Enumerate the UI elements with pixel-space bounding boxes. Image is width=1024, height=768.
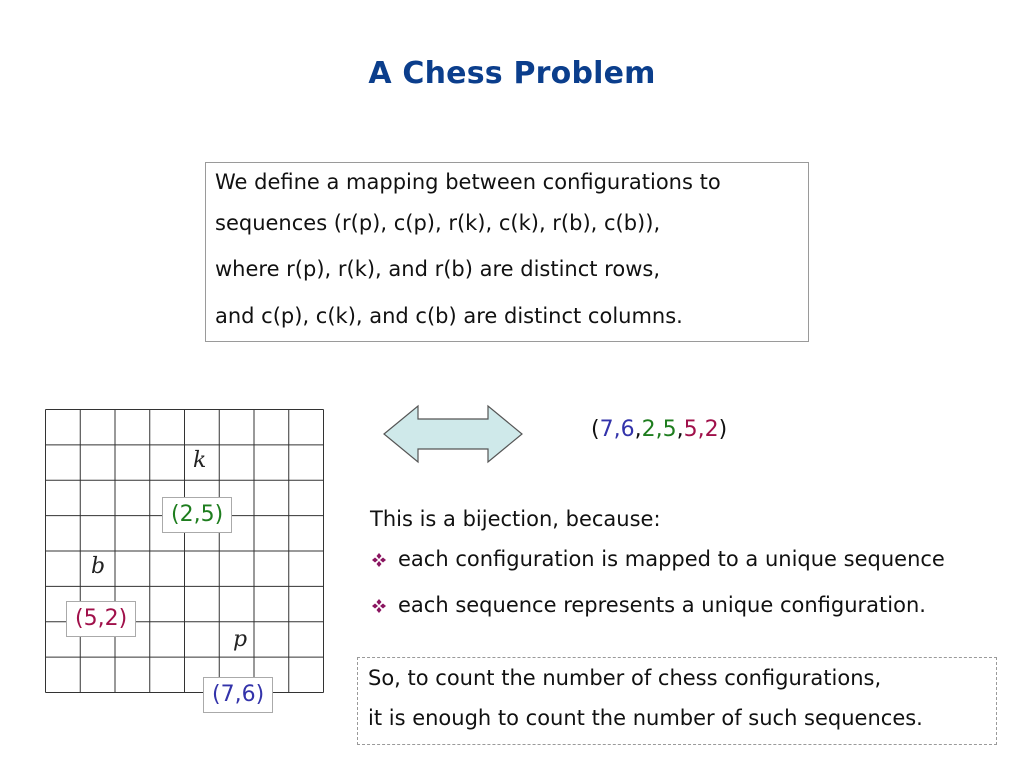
- sequence-king-pair: 2,5: [641, 417, 677, 442]
- sequence-bishop-pair: 5,2: [683, 417, 719, 442]
- pawn-piece: p: [233, 627, 248, 652]
- conclusion-line: it is enough to count the number of such sequences.: [368, 706, 923, 730]
- sequence-open-paren: (: [591, 417, 600, 442]
- bishop-piece: b: [91, 554, 106, 579]
- king-piece: k: [193, 448, 207, 473]
- conclusion-line: So, to count the number of chess configurations,: [368, 666, 882, 690]
- bishop-position-label: (5,2): [66, 601, 136, 637]
- chess-board: [45, 409, 325, 694]
- sequence-close-paren: ): [718, 417, 728, 442]
- diamond-bullet-icon: [372, 553, 386, 567]
- double-arrow-icon: [382, 404, 524, 464]
- definition-line: and c(p), c(k), and c(b) are distinct columns.: [215, 304, 683, 328]
- bijection-intro: This is a bijection, because:: [370, 507, 661, 531]
- sequence-separator: ,: [634, 417, 642, 442]
- definition-line: where r(p), r(k), and r(b) are distinct rows,: [215, 257, 660, 281]
- bijection-point: each sequence represents a unique configuration.: [398, 593, 926, 617]
- diamond-bullet-icon: [372, 599, 386, 613]
- definition-line: sequences (r(p), c(p), r(k), c(k), r(b), c(b)),: [215, 211, 661, 235]
- sequence-pawn-pair: 7,6: [599, 417, 635, 442]
- definition-line: We define a mapping between configurations to: [215, 170, 721, 194]
- page-title: A Chess Problem: [368, 56, 656, 91]
- sequence-text: [591, 417, 727, 442]
- king-position-label: (2,5): [162, 497, 232, 533]
- sequence-separator: ,: [676, 417, 684, 442]
- pawn-position-label: (7,6): [203, 677, 273, 713]
- bijection-point: each configuration is mapped to a unique sequence: [398, 547, 945, 571]
